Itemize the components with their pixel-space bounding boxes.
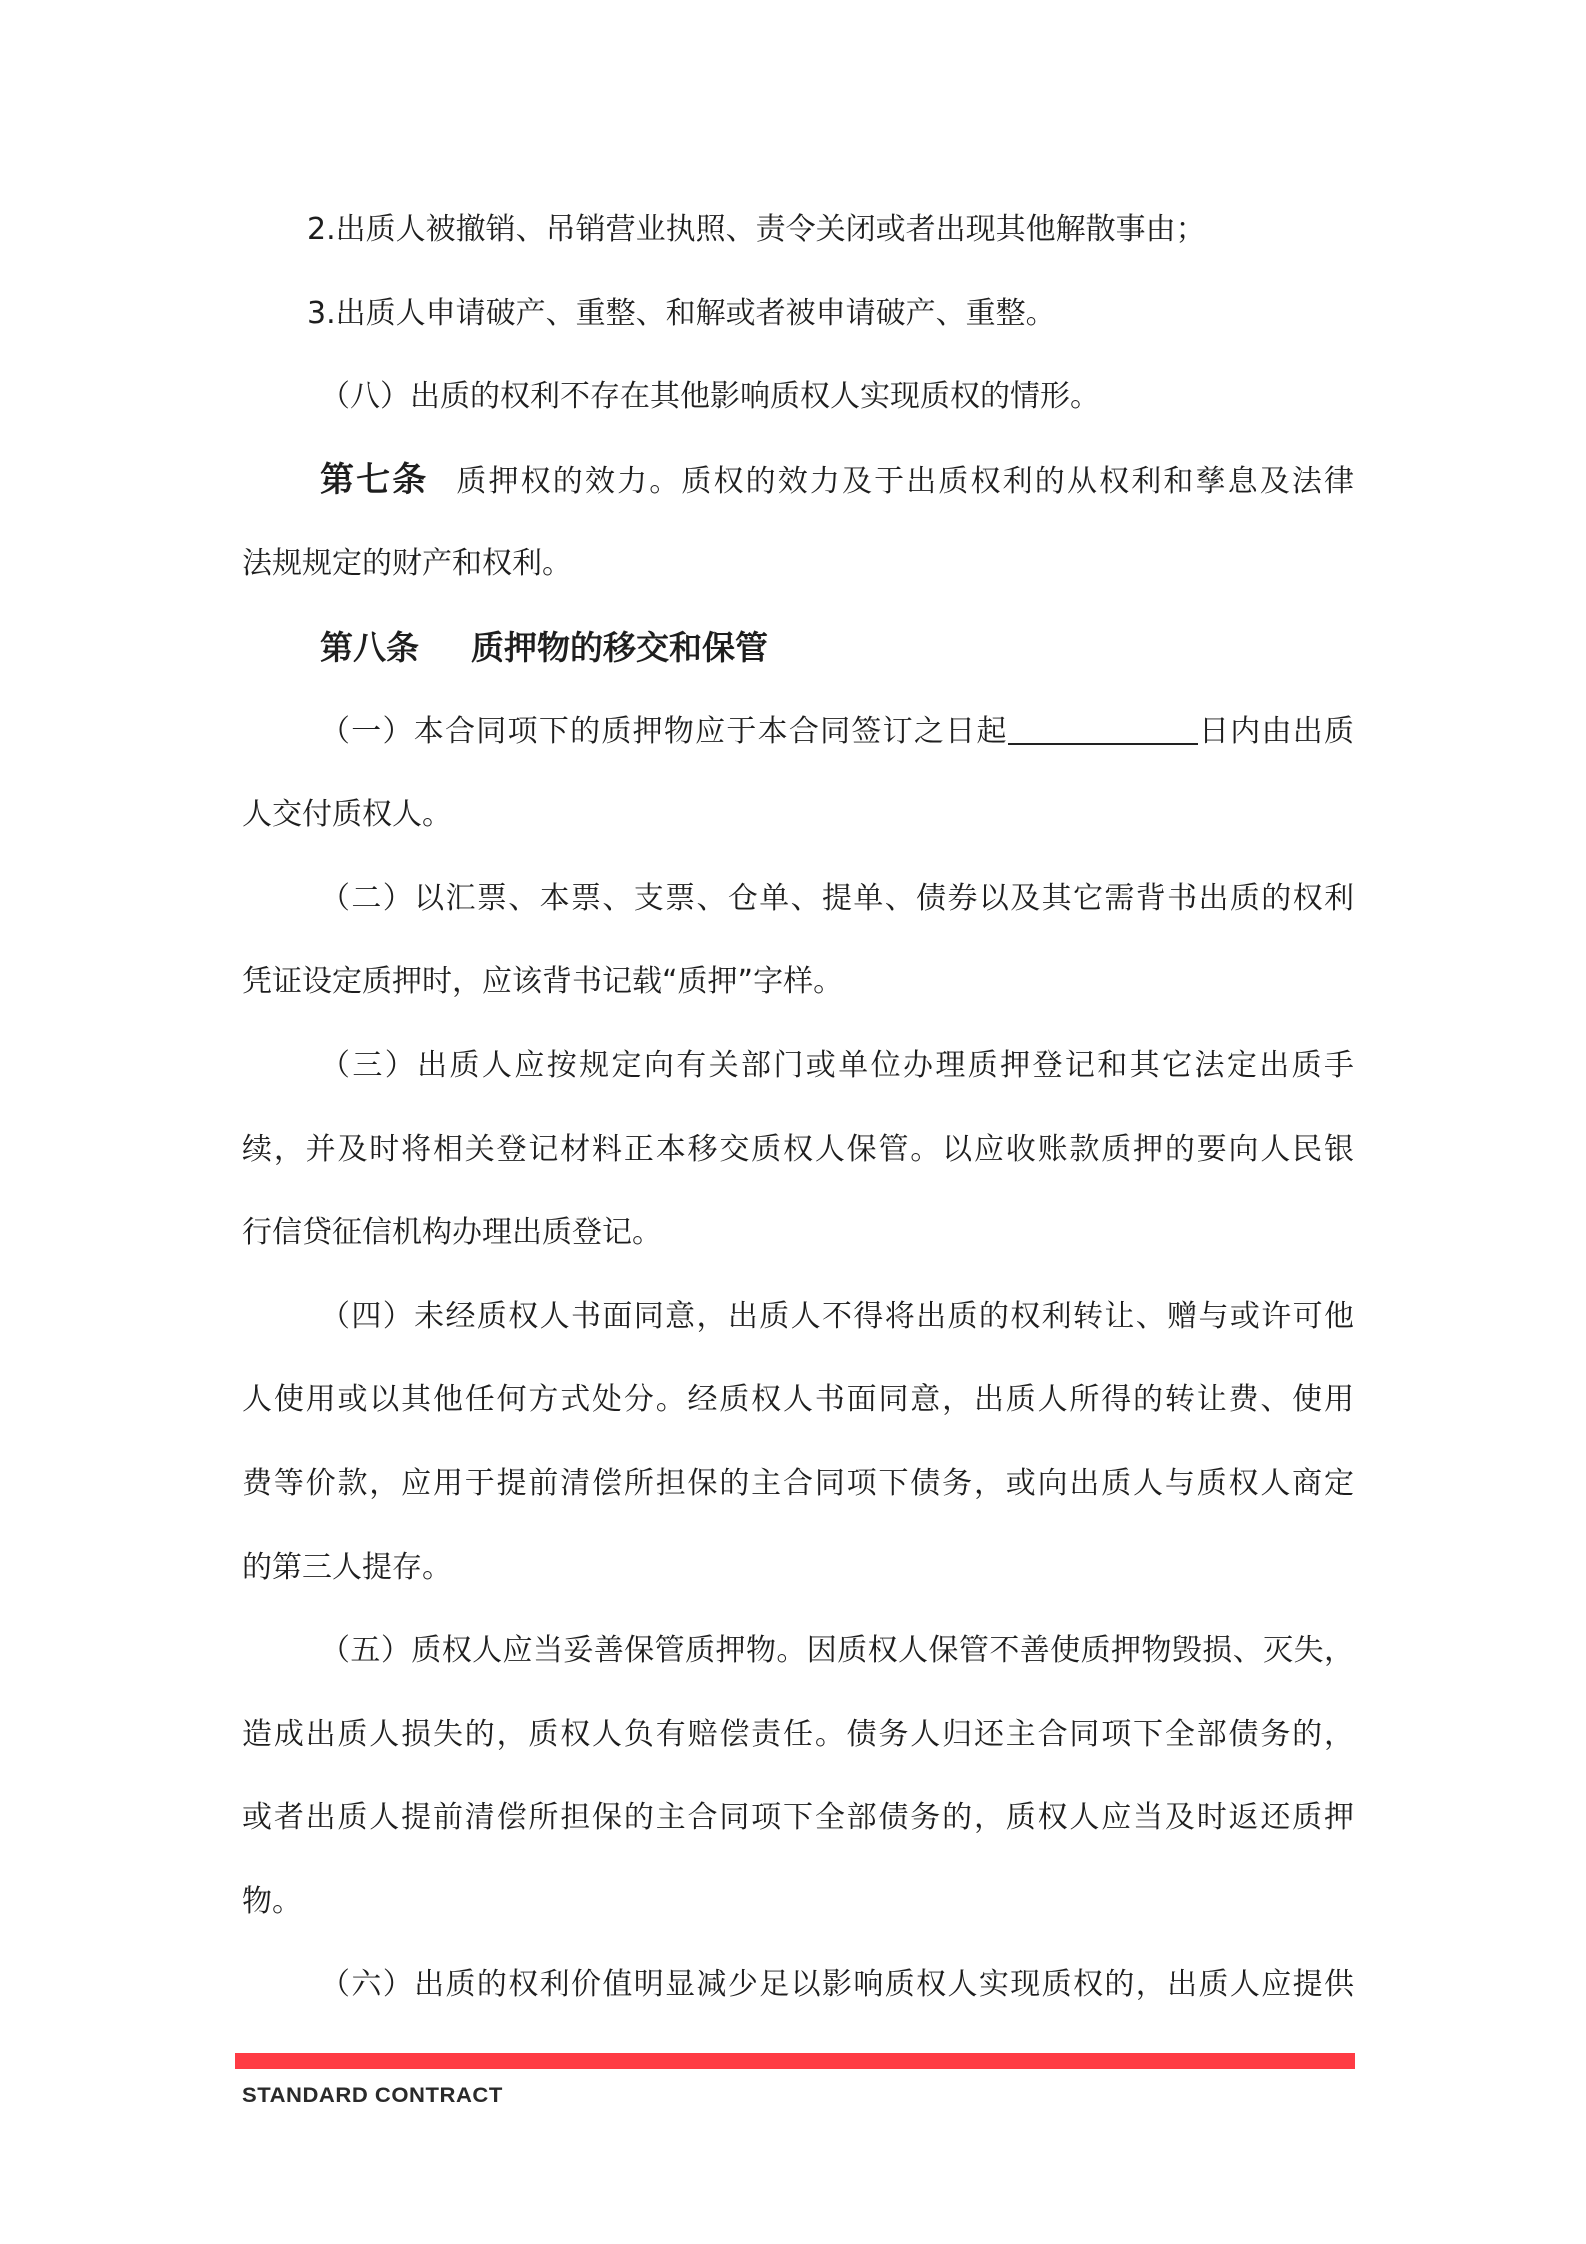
- article-8-item-4: （四）未经质权人书面同意，出质人不得将出质的权利转让、赠与或许可他: [320, 1298, 1354, 1334]
- article-8-heading: [242, 606, 1354, 690]
- item-5-cont-3: 物。: [242, 1883, 302, 1919]
- item-4-cont-1: 人使用或以其他任何方式处分。经质权人书面同意，出质人所得的转让费、使用: [242, 1382, 1354, 1418]
- item-1-cont: 人交付质权人。: [242, 797, 452, 833]
- article-8-item-5: （五）质权人应当妥善保管质押物。因质权人保管不善使质押物毁损、灭失，: [320, 1633, 1354, 1669]
- clause-item-3: 3.出质人申请破产、重整、和解或者被申请破产、重整。: [307, 295, 1056, 331]
- footer-label: STANDARD CONTRACT: [242, 2084, 503, 2107]
- footer-red-bar: [235, 2053, 1355, 2069]
- article-8-item-6: （六）出质的权利价值明显减少足以影响质权人实现质权的，出质人应提供: [320, 1967, 1354, 2003]
- article-8-item-3: （三）出质人应按规定向有关部门或单位办理质押登记和其它法定出质手: [320, 1047, 1354, 1083]
- item-5-cont-2: 或者出质人提前清偿所担保的主合同项下全部债务的，质权人应当及时返还质押: [242, 1800, 1354, 1836]
- article-7-heading: 第七条: [320, 459, 429, 500]
- article-8-title: 质押物的移交和保管: [471, 627, 768, 667]
- item-3-cont-2: 行信贷征信机构办理出质登记。: [242, 1215, 662, 1251]
- article-8-item-1: [242, 690, 1354, 774]
- article-7-text: 质押权的效力。质权的效力及于出质权利的从权利和孳息及法律: [456, 463, 1355, 499]
- article-8-item-2: （二）以汇票、本票、支票、仓单、提单、债券以及其它需背书出质的权利: [320, 880, 1354, 916]
- article-8-label: 第八条: [320, 627, 419, 667]
- document-body: [242, 188, 1354, 2027]
- blank-days-field: [1008, 709, 1198, 745]
- item-3-cont-1: 续，并及时将相关登记材料正本移交质权人保管。以应收账款质押的要向人民银: [242, 1131, 1354, 1167]
- article-7-cont: 法规规定的财产和权利。: [242, 546, 572, 582]
- clause-8: （八）出质的权利不存在其他影响质权人实现质权的情形。: [320, 379, 1100, 415]
- item-4-cont-2: 费等价款，应用于提前清偿所担保的主合同项下债务，或向出质人与质权人商定: [242, 1465, 1354, 1501]
- item-4-cont-3: 的第三人提存。: [242, 1549, 452, 1585]
- item-2-cont: 凭证设定质押时，应该背书记载“质押”字样。: [242, 964, 844, 1000]
- item-1-text-b: 日内由出质: [1197, 713, 1354, 749]
- item-1-text-a: （一）本合同项下的质押物应于本合同签订之日起: [320, 713, 1008, 749]
- clause-item-2: 2.出质人被撤销、吊销营业执照、责令关闭或者出现其他解散事由；: [307, 212, 1206, 247]
- item-5-cont-1: 造成出质人损失的，质权人负有赔偿责任。债务人归还主合同项下全部债务的，: [242, 1716, 1354, 1752]
- article-7: [242, 439, 1354, 523]
